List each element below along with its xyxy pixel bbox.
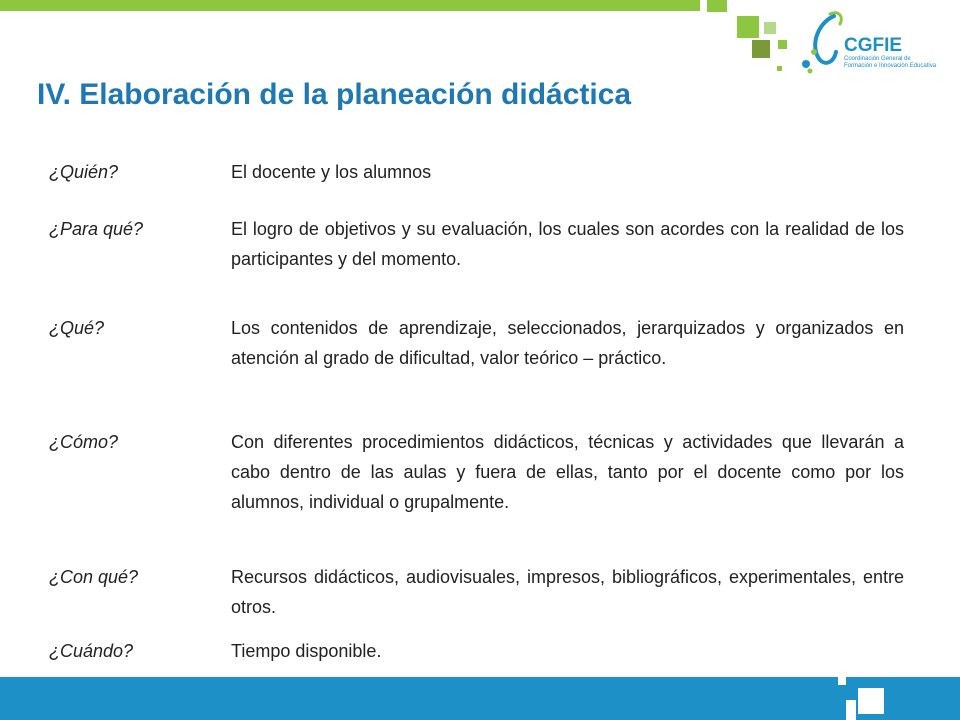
decorative-square [778, 40, 787, 49]
question-label: ¿Con qué? [49, 567, 139, 587]
decorative-square [858, 688, 884, 714]
bottom-accent-bar [0, 677, 960, 720]
answer-text: Recursos didácticos, audiovisuales, impresos, bibliográficos, experimentales, entre otros. [231, 567, 904, 617]
decorative-square [777, 66, 782, 71]
decorative-square [764, 22, 776, 34]
decorative-square [737, 16, 759, 38]
decorative-square [707, 0, 727, 12]
decorative-square [846, 700, 856, 720]
answer-text: Tiempo disponible. [231, 641, 382, 661]
cgfie-logo [800, 8, 950, 78]
question-label: ¿Quién? [49, 162, 119, 182]
question-label: ¿Qué? [49, 318, 105, 338]
question-label: ¿Cuándo? [49, 641, 134, 661]
decorative-square [752, 40, 770, 58]
question-label: ¿Cómo? [49, 432, 119, 452]
decorative-square [853, 667, 869, 677]
decorative-square [838, 677, 846, 685]
logo-subtitle-line2: Formación e Innovación Educativa [844, 63, 937, 69]
answer-text: Los contenidos de aprendizaje, seleccionados, jerarquizados y organizados en atención al grado de dificultad, valor teórico – práctico. [231, 318, 904, 368]
answer-text: El logro de objetivos y su evaluación, los cuales son acordes con la realidad de los participantes y del momento. [231, 219, 904, 269]
answer-text: Con diferentes procedimientos didácticos, técnicas y actividades que llevarán a cabo dentro de las aulas y fuera de ellas, tanto por el docente como por los alumnos, individual o grupalmente. [231, 432, 904, 512]
answer-text: El docente y los alumnos [231, 162, 432, 182]
question-label: ¿Para qué? [49, 219, 144, 239]
top-accent-bar [0, 0, 700, 11]
logo-subtitle-line1: Coordinación General de [844, 56, 911, 62]
page-title: IV. Elaboración de la planeación didáctica [37, 78, 632, 111]
logo-name: CGFIE [844, 35, 903, 56]
